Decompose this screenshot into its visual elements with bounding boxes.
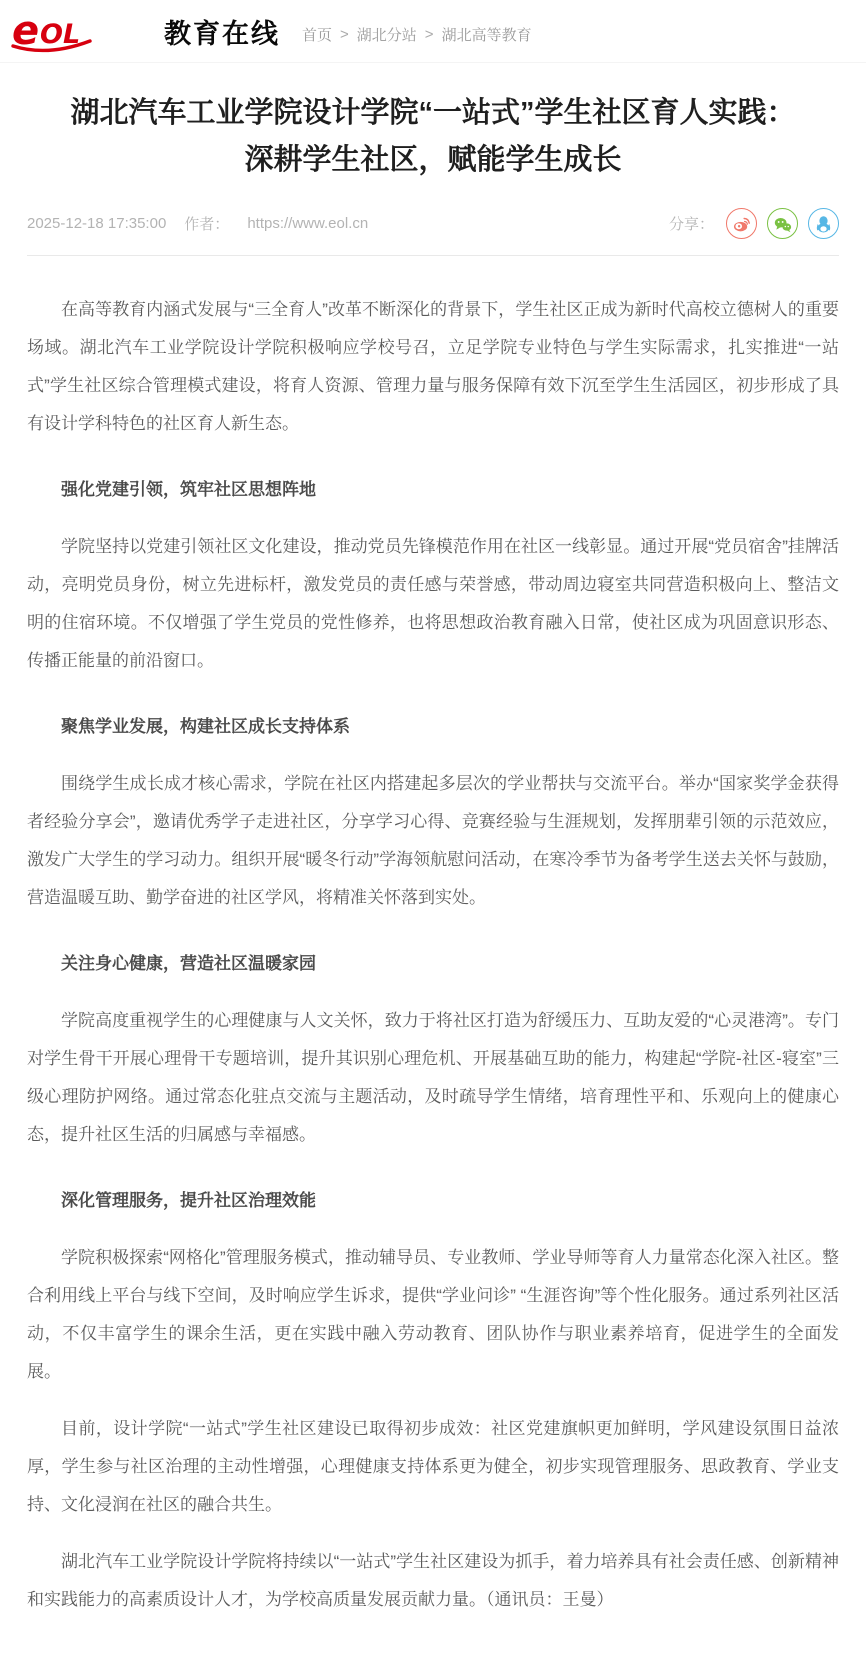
qq-share-icon[interactable] <box>808 208 839 239</box>
article-meta-bar <box>27 208 839 256</box>
source-url-link[interactable]: https://www.eol.cn <box>247 215 369 232</box>
breadcrumb-separator: > <box>424 25 434 43</box>
site-name: 教育在线 <box>164 18 280 49</box>
wechat-share-icon[interactable] <box>767 208 798 239</box>
svg-text:OL: OL <box>40 19 81 50</box>
site-logo[interactable] <box>10 8 280 54</box>
article-subheading: 强化党建引领，筑牢社区思想阵地 <box>61 480 316 499</box>
share-group <box>669 208 839 239</box>
article-paragraph: 学院坚持以党建引领社区文化建设，推动党员先锋模范作用在社区一线彰显。通过开展“党员宿舍”挂牌活动，亮明党员身份，树立先进标杆，激发党员的责任感与荣誉感，带动周边寝室共同营造积极向上、整洁文明的住宿环境。不仅增强了学生党员的党性修养，也将思想政治教育融入日常，使社区成为巩固意识形态、传播正能量的前沿窗口。 <box>27 537 839 670</box>
page-title-line2: 深耕学生社区，赋能学生成长 <box>244 144 622 176</box>
breadcrumb-home[interactable]: 首页 <box>302 26 333 44</box>
eol-logo-icon <box>10 8 162 54</box>
article-subheading: 关注身心健康，营造社区温暖家园 <box>61 954 316 973</box>
article-paragraph: 学院积极探索“网格化”管理服务模式，推动辅导员、专业教师、学业导师等育人力量常态化深入社区。整合利用线上平台与线下空间，及时响应学生诉求，提供“学业问诊” “生涯咨询”等个性化服务。通过系列社区活动，不仅丰富学生的课余生活，更在实践中融入劳动教育、团队协作与职业素养培育，促进学生的全面发展。 <box>27 1248 839 1381</box>
publish-date: 2025-12-18 17:35:00 <box>27 215 167 232</box>
weibo-share-icon[interactable] <box>726 208 757 239</box>
breadcrumb-hubei-branch[interactable]: 湖北分站 <box>356 26 417 44</box>
breadcrumb-separator: > <box>340 25 349 43</box>
article-paragraph: 学院高度重视学生的心理健康与人文关怀，致力于将社区打造为舒缓压力、互助友爱的“心灵港湾”。专门对学生骨干开展心理骨干专题培训，提升其识别心理危机、开展基础互助的能力，构建起“学院-社区-寝室”三级心理防护网络。通过常态化驻点交流与主题活动，及时疏导学生情绪，培育理性平和、乐观向上的健康心态，提升社区生活的归属感与幸福感。 <box>27 1011 839 1144</box>
article-paragraph: 在高等教育内涵式发展与“三全育人”改革不断深化的背景下，学生社区正成为新时代高校立德树人的重要场域。湖北汽车工业学院设计学院积极响应学校号召，立足学院专业特色与学生实际需求，扎实推进“一站式”学生社区综合管理模式建设，将育人资源、管理力量与服务保障有效下沉至学生生活园区，初步形成了具有设计学科特色的社区育人新生态。 <box>27 300 839 433</box>
article-paragraph: 目前，设计学院“一站式”学生社区建设已取得初步成效：社区党建旗帜更加鲜明，学风建设氛围日益浓厚，学生参与社区治理的主动性增强，心理健康支持体系更为健全，初步实现管理服务、思政教育、学业支持、文化浸润在社区的融合共生。 <box>27 1419 839 1514</box>
article-subheading: 深化管理服务，提升社区治理效能 <box>61 1191 316 1210</box>
article-container <box>27 90 839 1678</box>
site-header <box>0 0 866 63</box>
article-paragraph: 湖北汽车工业学院设计学院将持续以“一站式”学生社区建设为抓手，着力培养具有社会责任感、创新精神和实践能力的高素质设计人才，为学校高质量发展贡献力量。（通讯员：王曼） <box>27 1552 839 1609</box>
page-title <box>27 90 839 184</box>
svg-text:e: e <box>12 8 40 54</box>
article-subheading: 聚焦学业发展，构建社区成长支持体系 <box>61 717 350 736</box>
article-paragraph: 围绕学生成长成才核心需求，学院在社区内搭建起多层次的学业帮扶与交流平台。举办“国家奖学金获得者经验分享会”，邀请优秀学子走进社区，分享学习心得、竞赛经验与生涯规划，发挥朋辈引领的示范效应，激发广大学生的学习动力。组织开展“暖冬行动”学海领航慰问活动，在寒冷季节为备考学生送去关怀与鼓励，营造温暖互助、勤学奋进的社区学风，将精准关怀落到实处。 <box>27 774 839 907</box>
page-title-line1: 湖北汽车工业学院设计学院“一站式”学生社区育人实践： <box>70 97 796 129</box>
breadcrumb <box>302 24 532 45</box>
author-label: 作者： <box>184 216 230 233</box>
article-body <box>27 256 839 1678</box>
breadcrumb-hubei-higher-edu[interactable]: 湖北高等教育 <box>441 26 532 44</box>
share-label: 分享： <box>668 216 714 233</box>
